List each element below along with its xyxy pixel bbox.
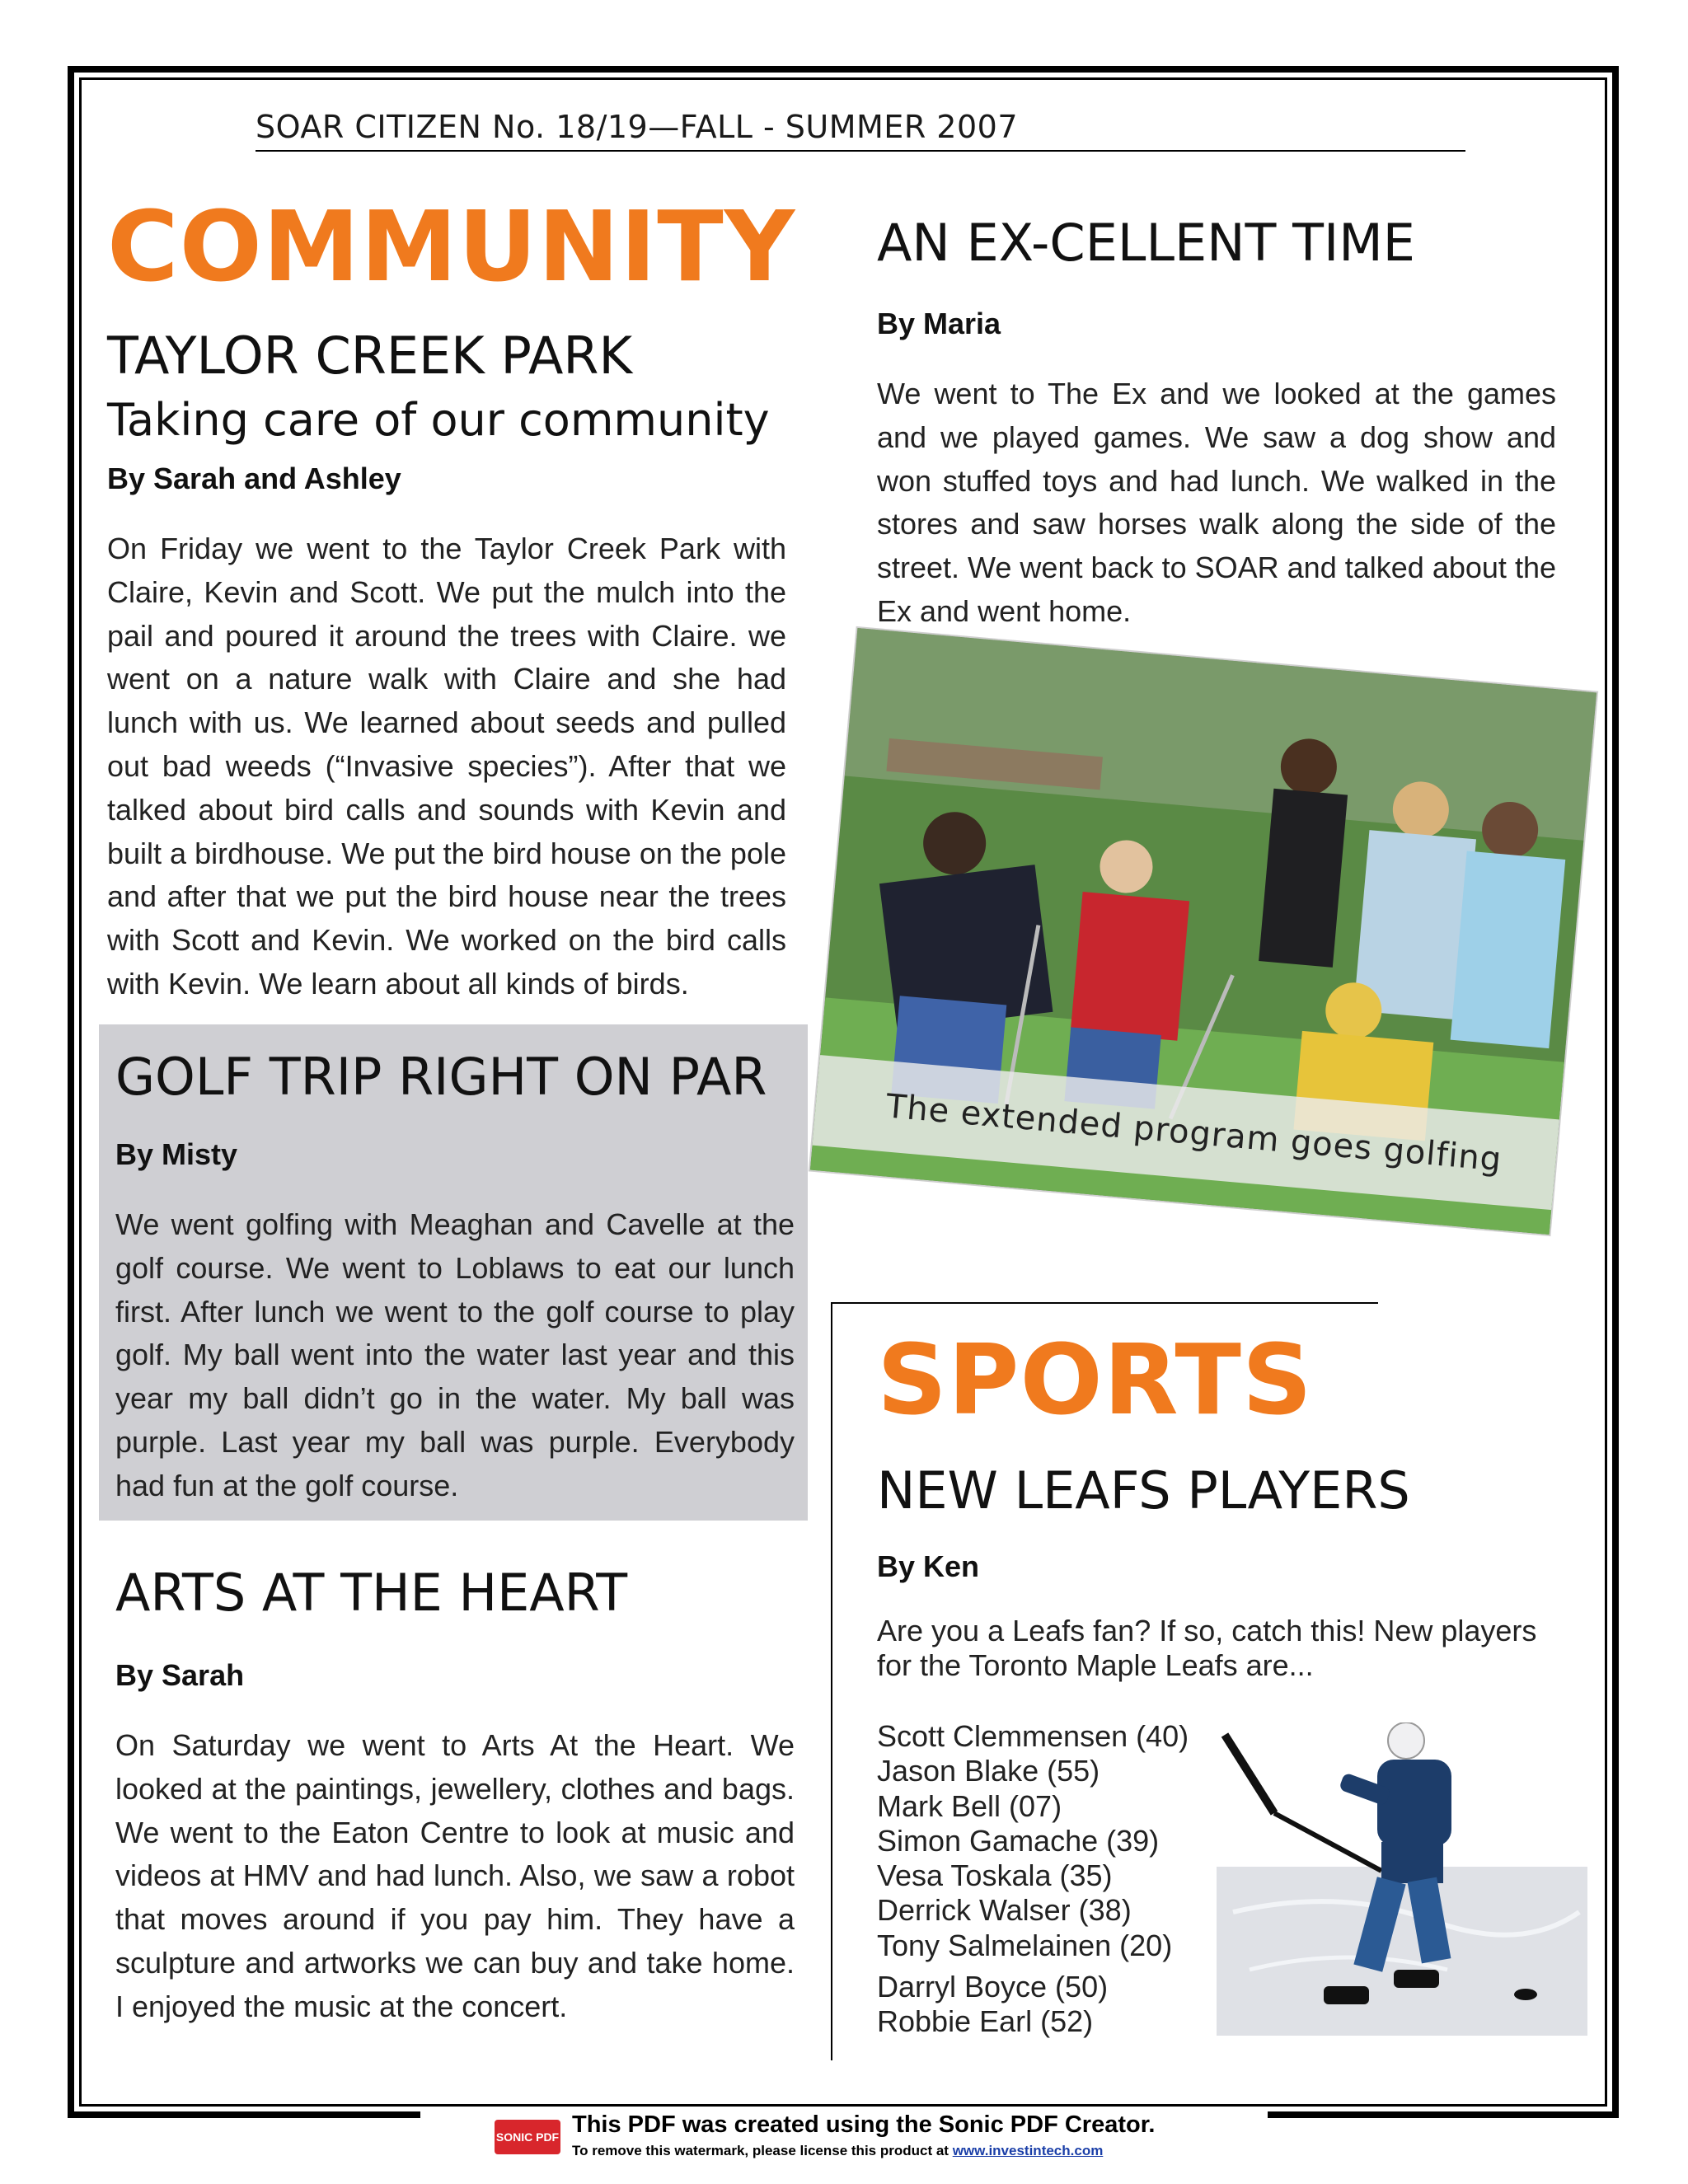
golf-photo	[810, 628, 1597, 1235]
golf-body: We went golfing with Meaghan and Cavelle at the golf course. We went to Loblaws to eat our lunch first. After lunch we went to the golf course to play golf. My ball went into the water last year and this year my ball didn’t go in the water. My ball was purple. Last year my ball was purple. Everybody had fun at the golf course.	[115, 1207, 795, 1502]
arts-body: On Saturday we went to Arts At the Heart. We looked at the paintings, jewellery, clothes and bags. We went to the Eaton Centre to look at music and videos at HMV and had lunch. Also, we saw a robot that moves around if you pay him. They have a sculpture and artworks we can buy and take home. I enjoyed the music at the concert.	[115, 1728, 795, 2023]
sports-frame-top	[831, 1302, 1378, 1304]
golf-byline: By Misty	[115, 1137, 238, 1171]
photo-caption: The extended program goes golfing	[810, 1053, 1592, 1212]
ex-headline: AN EX-CELLENT TIME	[877, 213, 1415, 273]
player-item: Mark Bell (07)	[877, 1788, 1062, 1823]
player-item: Derrick Walser (38)	[877, 1893, 1132, 1928]
golf-headline: GOLF TRIP RIGHT ON PAR	[115, 1047, 767, 1107]
ex-byline: By Maria	[877, 307, 1001, 340]
arts-byline: By Sarah	[115, 1658, 245, 1692]
masthead: SOAR CITIZEN No. 18/19—FALL - SUMMER 2007	[256, 109, 1465, 152]
taylor-subhead: Taking care of our community	[107, 394, 770, 446]
player-item: Scott Clemmensen (40)	[877, 1719, 1189, 1753]
player-item: Tony Salmelainen (20)	[877, 1928, 1173, 1962]
arts-headline: ARTS AT THE HEART	[115, 1563, 628, 1623]
sonic-pdf-logo: SONIC PDF	[495, 2120, 560, 2154]
investintech-link[interactable]: www.investintech.com	[952, 2143, 1104, 2158]
taylor-body: On Friday we went to the Taylor Creek Park with Claire, Kevin and Scott. We put the mulch into the pail and poured it around the trees with Claire. we went on a nature walk with Claire and she had lunch with us. We learned about seeds and pulled out bad weeds (“Invasive species”). After that we talked about bird calls and sounds with Kevin and built a birdhouse. We put the bird house on the pole and after that we put the bird house near the trees with Scott and Kevin. We worked on the bird calls with Kevin. We learn about all kinds of birds.	[107, 532, 786, 1001]
watermark-subtitle	[572, 2143, 1103, 2159]
taylor-headline: TAYLOR CREEK PARK	[107, 326, 633, 386]
taylor-byline: By Sarah and Ashley	[107, 462, 401, 495]
player-item: Robbie Earl (52)	[877, 2004, 1094, 2039]
player-item: Vesa Toskala (35)	[877, 1858, 1113, 1893]
leafs-byline: By Ken	[877, 1549, 980, 1583]
player-item: Jason Blake (55)	[877, 1754, 1100, 1788]
section-title-sports: SPORTS	[877, 1323, 1313, 1436]
watermark-sub-prefix: To remove this watermark, please license this product at	[572, 2143, 953, 2158]
player-item: Simon Gamache (39)	[877, 1823, 1160, 1858]
section-title-community: COMMUNITY	[107, 190, 796, 303]
leafs-headline: NEW LEAFS PLAYERS	[877, 1460, 1410, 1521]
hockey-player-clipart	[1217, 1722, 1587, 2036]
sports-frame-left	[831, 1302, 832, 2060]
watermark-title: This PDF was created using the Sonic PDF Creator.	[572, 2111, 1156, 2138]
leafs-intro: Are you a Leafs fan? If so, catch this! New players for the Toronto Maple Leafs are...	[877, 1614, 1537, 1682]
players-list	[877, 1719, 1189, 2040]
ex-body: We went to The Ex and we looked at the games and we played games. We saw a dog show and won stuffed toys and had lunch. We walked in the stores and saw horses walk along the side of the street. We went back to SOAR and talked about the Ex and went home.	[877, 377, 1556, 628]
player-item: Darryl Boyce (50)	[877, 1970, 1109, 2004]
